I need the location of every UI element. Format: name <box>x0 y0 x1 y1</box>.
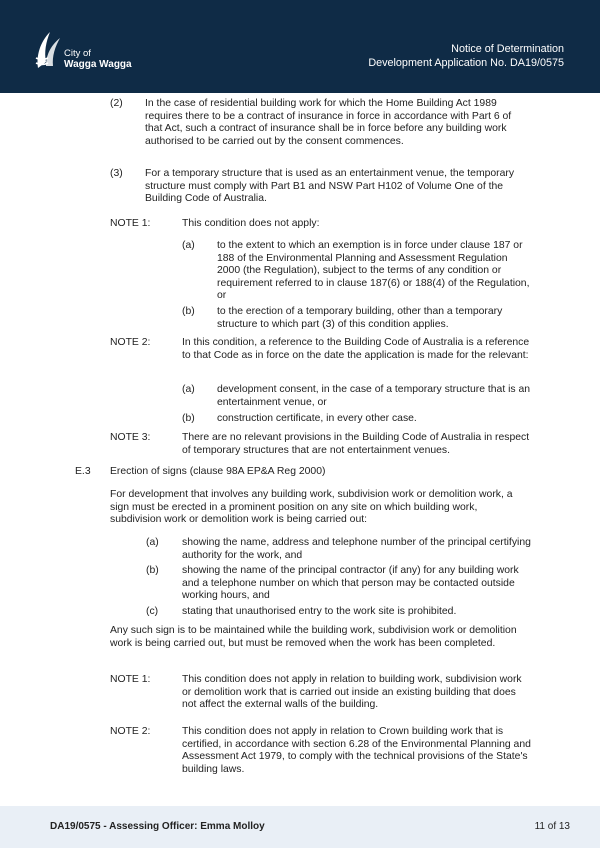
note-1-text: This condition does not apply: <box>182 218 320 229</box>
item-2-text: In the case of residential building work for which the Home Building Act 1989 requires there to be a contract of insurance in force in accordance with Part 6 of that Act, such a contract of insurance shall be in force before any building work authorised to be carried out by the consent commences. <box>145 98 512 147</box>
note-2-a-label: (a) <box>182 384 195 395</box>
page-footer <box>0 806 600 848</box>
item-3-text: For a temporary structure that is used as an entertainment venue, the temporary structure must comply with Part B1 and NSW Part H102 of Volume One of the Building Code of Australia. <box>145 168 515 205</box>
sign-item-b-text: showing the name of the principal contractor (if any) for any building work and a telephone number on which that person may be contacted outside working hours, and <box>182 565 519 602</box>
section-number: E.3 <box>75 466 91 477</box>
sign-item-c-text: stating that unauthorised entry to the work site is prohibited. <box>182 606 457 617</box>
note-2-a-text: development consent, in the case of a temporary structure that is an entertainment venue, or <box>217 384 531 408</box>
logo-wordmark <box>64 48 132 70</box>
sign-item-a-label: (a) <box>146 537 159 548</box>
wagga-logo-icon <box>34 28 62 70</box>
section-intro: For development that involves any building work, subdivision work or demolition work, a sign must be erected in a prominent position on any site on which building work, subdivision work or demolition work is being carried out: <box>110 489 513 526</box>
item-2-label: (2) <box>110 98 123 109</box>
note-1-b-text: to the erection of a temporary building, other than a temporary structure to which part (3) of this condition applies. <box>217 306 503 330</box>
section-note-2-label: NOTE 2: <box>110 726 151 737</box>
note-3-label: NOTE 3: <box>110 432 151 443</box>
note-2-b-label: (b) <box>182 413 195 424</box>
note-2-label: NOTE 2: <box>110 337 151 348</box>
council-logo <box>34 28 144 78</box>
notice-title: Notice of Determination <box>451 43 564 55</box>
item-3-label: (3) <box>110 168 123 179</box>
note-1-a-label: (a) <box>182 240 195 251</box>
note-2-text: In this condition, a reference to the Building Code of Australia is a reference to that Code as in force on the date the application is made for the relevant: <box>182 337 530 361</box>
footer-reference: DA19/0575 - Assessing Officer: Emma Molloy <box>50 821 265 832</box>
page-number: 11 of 13 <box>534 821 570 832</box>
note-2-b-text: construction certificate, in every other case. <box>217 413 417 424</box>
application-number: Development Application No. DA19/0575 <box>368 56 564 69</box>
section-note-1-text: This condition does not apply in relation to building work, subdivision work or demolition work that is carried out inside an existing building that does not affect the external walls of the building. <box>182 674 522 711</box>
logo-line-2: Wagga Wagga <box>64 59 132 70</box>
note-1-b-label: (b) <box>182 306 195 317</box>
page-header <box>0 0 600 93</box>
logo-line-1: City of <box>64 48 91 59</box>
section-note-2-text: This condition does not apply in relation to Crown building work that is certified, in accordance with section 6.28 of the Environmental Planning and Assessment Act 1979, to comply with the technical provisions of the State's building laws. <box>182 726 531 775</box>
section-heading: Erection of signs (clause 98A EP&A Reg 2000) <box>110 466 326 477</box>
sign-item-a-text: showing the name, address and telephone number of the principal certifying authority for the work, and <box>182 537 531 561</box>
sign-item-b-label: (b) <box>146 565 159 576</box>
section-note-1-label: NOTE 1: <box>110 674 151 685</box>
maintenance-paragraph: Any such sign is to be maintained while the building work, subdivision work or demolition work is being carried out, but must be removed when the work has been completed. <box>110 625 517 649</box>
header-title-block <box>368 43 564 70</box>
note-1-a-text: to the extent to which an exemption is in force under clause 187 or 188 of the Environmental Planning and Assessment Regulation 2000 (the Regulation), subject to the terms of any condition or requirement referred to in clause 187(6) or 188(4) of the Regulation, or <box>217 240 530 302</box>
note-1-label: NOTE 1: <box>110 218 151 229</box>
note-3-text: There are no relevant provisions in the Building Code of Australia in respect of temporary structures that are not entertainment venues. <box>182 432 530 456</box>
sign-item-c-label: (c) <box>146 606 159 617</box>
